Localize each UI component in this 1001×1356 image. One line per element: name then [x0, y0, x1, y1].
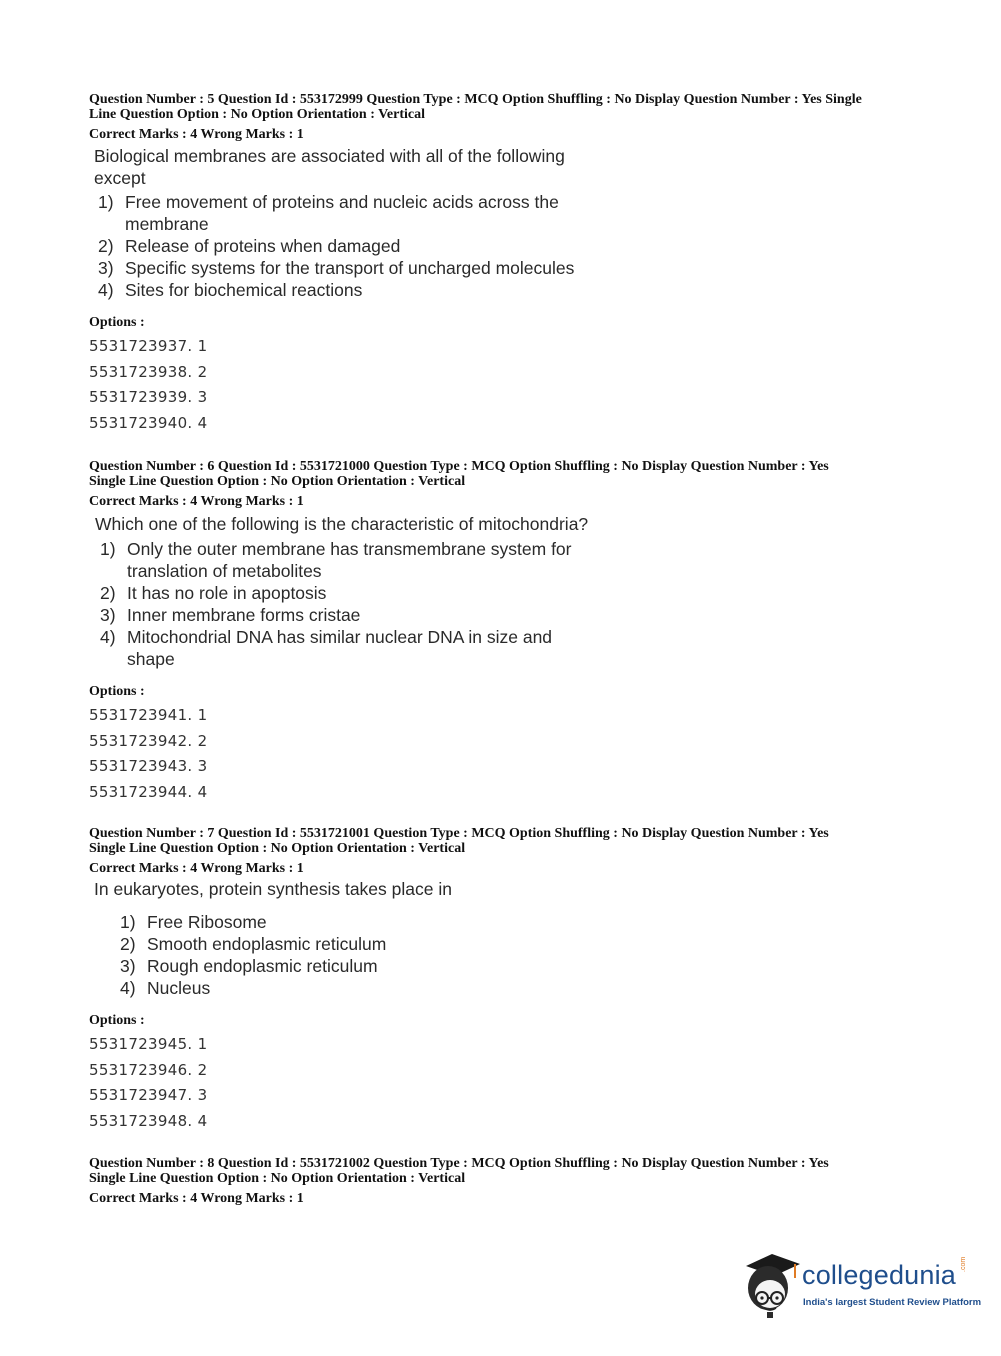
question-body [94, 878, 919, 999]
option-id-row: 5531723947. 3 [89, 1086, 208, 1104]
question-meta-line-1: Question Number : 5 Question Id : 553172999 Question Type : MCQ Option Shuffling : No Display Question Number : Yes Single [89, 92, 862, 107]
question-6 [89, 459, 919, 805]
option-id-row: 5531723941. 1 [89, 706, 208, 724]
question-body [95, 513, 919, 670]
answer-option-1: 1) Free movement of proteins and nucleic acids across the membrane [98, 192, 559, 234]
logo-tagline: India's largest Student Review Platform [803, 1297, 982, 1308]
logo-suffix: .com [960, 1256, 967, 1272]
option-id-row: 5531723939. 3 [89, 388, 208, 406]
answer-options [98, 191, 919, 301]
option-id-row: 5531723937. 1 [89, 337, 208, 355]
question-meta-line-2: Single Line Question Option : No Option Orientation : Vertical [89, 1171, 466, 1186]
option-id-row: 5531723944. 4 [89, 782, 208, 801]
answer-option-4: 4) Sites for biochemical reactions [98, 280, 363, 300]
answer-option-1: 1) Free Ribosome [120, 912, 267, 932]
question-meta-line-1: Question Number : 7 Question Id : 5531721001 Question Type : MCQ Option Shuffling : No Display Question Number : Yes [89, 826, 829, 841]
collegedunia-logo [742, 1248, 982, 1320]
answer-options [120, 911, 919, 999]
option-id-row: 5531723943. 3 [89, 757, 208, 775]
answer-option-4: 4) Mitochondrial DNA has similar nuclear DNA in size and shape [100, 627, 553, 669]
question-5 [89, 92, 919, 436]
answer-option-4: 4) Nucleus [120, 978, 211, 998]
option-id-list [89, 1032, 919, 1134]
option-id-row: 5531723945. 1 [89, 1035, 208, 1053]
option-id-row: 5531723938. 2 [89, 362, 208, 381]
question-marks: Correct Marks : 4 Wrong Marks : 1 [89, 861, 304, 876]
answer-option-2: 2) It has no role in apoptosis [100, 583, 327, 603]
option-id-row: 5531723948. 4 [89, 1111, 208, 1130]
question-meta-line-1: Question Number : 8 Question Id : 5531721002 Question Type : MCQ Option Shuffling : No Display Question Number : Yes [89, 1156, 829, 1171]
question-stem-line-1: Which one of the following is the characteristic of mitochondria? [95, 514, 589, 534]
options-label: Options : [89, 684, 145, 699]
option-id-list [89, 334, 919, 436]
option-id-list [89, 703, 919, 805]
logo-wordmark: collegedunia [802, 1260, 957, 1290]
answer-option-2: 2) Release of proteins when damaged [98, 236, 401, 256]
question-meta-line-2: Line Question Option : No Option Orientation : Vertical [89, 107, 426, 122]
question-8 [89, 1156, 919, 1206]
answer-option-1: 1) Only the outer membrane has transmembrane system for translation of metabolites [100, 539, 572, 581]
question-stem-line-1: Biological membranes are associated with all of the following [94, 146, 565, 166]
question-meta-line-2: Single Line Question Option : No Option Orientation : Vertical [89, 474, 466, 489]
mascot-icon [742, 1248, 804, 1320]
question-meta-line-1: Question Number : 6 Question Id : 5531721000 Question Type : MCQ Option Shuffling : No Display Question Number : Yes [89, 459, 829, 474]
options-label: Options : [89, 315, 145, 330]
question-meta-line-2: Single Line Question Option : No Option Orientation : Vertical [89, 841, 466, 856]
options-label: Options : [89, 1013, 145, 1028]
answer-option-3: 3) Inner membrane forms cristae [100, 605, 361, 625]
option-id-row: 5531723946. 2 [89, 1060, 208, 1079]
option-id-row: 5531723940. 4 [89, 413, 208, 432]
answer-option-3: 3) Rough endoplasmic reticulum [120, 956, 378, 976]
answer-option-3: 3) Specific systems for the transport of uncharged molecules [98, 258, 575, 278]
question-7 [89, 826, 919, 1134]
option-id-row: 5531723942. 2 [89, 731, 208, 750]
question-marks: Correct Marks : 4 Wrong Marks : 1 [89, 1191, 304, 1206]
question-body [94, 145, 919, 301]
answer-option-2: 2) Smooth endoplasmic reticulum [120, 934, 387, 954]
question-stem-line-2: except [94, 168, 146, 188]
question-stem-line-1: In eukaryotes, protein synthesis takes place in [94, 879, 452, 899]
answer-options [100, 538, 919, 670]
question-marks: Correct Marks : 4 Wrong Marks : 1 [89, 127, 304, 142]
question-marks: Correct Marks : 4 Wrong Marks : 1 [89, 494, 304, 509]
